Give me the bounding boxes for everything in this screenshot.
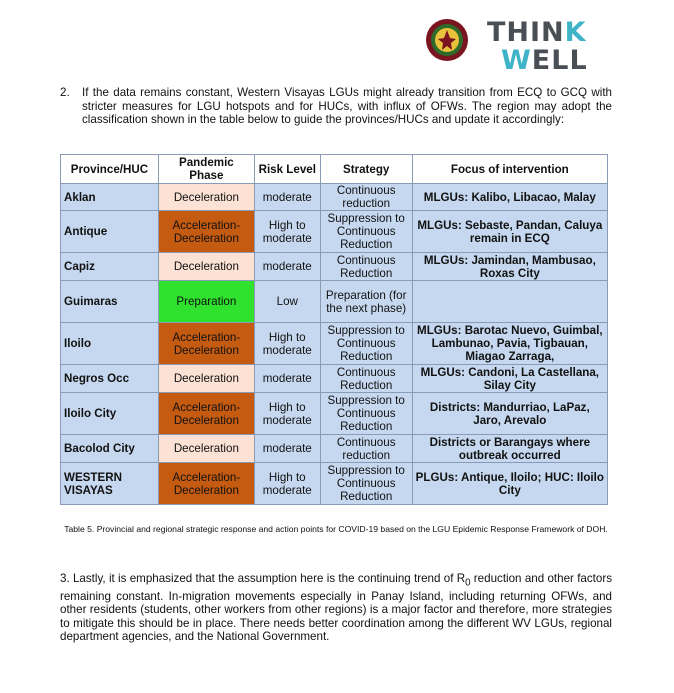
focus-cell: MLGUs: Jamindan, Mambusao, Roxas City [412,253,607,281]
table-row [61,211,608,253]
item-3-paragraph: 3. Lastly, it is emphasized that the assumption here is the continuing trend of $R_0$ reduction and other factors remaining constant. In-migration movements especially in Panay Island, including returning OFWs, and other residents (students, other workers from other regions) is a major factor and therefore, more strategies to mitigate this should be in place. There needs better coordination among the different WV LGUs, regional department agencies, and the National Government. [60,572,613,644]
table-row [61,281,608,323]
risk-cell: moderate [254,253,320,281]
province-cell: Negros Occ [61,365,159,393]
table-row [61,323,608,365]
phase-cell: Acceleration-Deceleration [158,393,254,435]
phase-cell: Deceleration [158,184,254,211]
focus-cell: MLGUs: Barotac Nuevo, Guimbal, Lambunao, Pavia, Tigbauan, Miagao Zarraga, [412,323,607,365]
item-2-paragraph [60,86,612,127]
table-row [61,184,608,211]
strategy-cell: Suppression to Continuous Reduction [320,211,412,253]
province-cell: Guimaras [61,281,159,323]
risk-cell: moderate [254,184,320,211]
table-caption: Table 5. Provincial and regional strategic response and action points for COVID-19 based on the LGU Epidemic Response Framework of DOH. [64,524,608,534]
focus-cell: Districts: Mandurriao, LaPaz, Jaro, Arevalo [412,393,607,435]
risk-cell: moderate [254,435,320,463]
province-cell: Bacolod City [61,435,159,463]
phase-cell: Deceleration [158,435,254,463]
province-cell: Antique [61,211,159,253]
strategy-cell: Preparation (for the next phase) [320,281,412,323]
column-header: Province/HUC [61,155,159,184]
item-number: 2. [60,86,70,99]
table-row [61,435,608,463]
focus-cell: Districts or Barangays where outbreak occurred [412,435,607,463]
strategy-cell: Suppression to Continuous Reduction [320,463,412,505]
focus-cell: PLGUs: Antique, Iloilo; HUC: Iloilo City [412,463,607,505]
table-row [61,365,608,393]
focus-cell [412,281,607,323]
focus-cell: MLGUs: Candoni, La Castellana, Silay City [412,365,607,393]
risk-cell: High to moderate [254,323,320,365]
item-text: If the data remains constant, Western Visayas LGUs might already transition from ECQ to GCQ with stricter measures for LGU hotspots and for HUCs, with influx of OFWs. The region may adopt the classification shown in the table below to guide the provinces/HUCs and update it accordingly: [82,86,612,126]
phase-cell: Acceleration-Deceleration [158,323,254,365]
strategy-table [60,154,608,505]
table-row [61,253,608,281]
strategy-cell: Suppression to Continuous Reduction [320,393,412,435]
province-cell: WESTERN VISAYAS [61,463,159,505]
column-header: Pandemic Phase [158,155,254,184]
column-header: Focus of intervention [412,155,607,184]
risk-cell: moderate [254,365,320,393]
table-row [61,463,608,505]
province-cell: Iloilo City [61,393,159,435]
column-header: Risk Level [254,155,320,184]
focus-cell: MLGUs: Sebaste, Pandan, Caluya remain in ECQ [412,211,607,253]
phase-cell: Preparation [158,281,254,323]
province-cell: Iloilo [61,323,159,365]
table-row [61,393,608,435]
focus-cell: MLGUs: Kalibo, Libacao, Malay [412,184,607,211]
phase-cell: Acceleration-Deceleration [158,211,254,253]
strategy-cell: Continuous Reduction [320,253,412,281]
strategy-cell: Continuous reduction [320,435,412,463]
column-header: Strategy [320,155,412,184]
table-header-row [61,155,608,184]
risk-cell: High to moderate [254,211,320,253]
province-cell: Aklan [61,184,159,211]
university-seal-icon [425,18,469,62]
thinkwell-logo: THINK WELL [487,17,588,76]
phase-cell: Acceleration-Deceleration [158,463,254,505]
strategy-cell: Continuous reduction [320,184,412,211]
risk-cell: High to moderate [254,463,320,505]
page-header [425,14,665,80]
risk-cell: Low [254,281,320,323]
risk-cell: High to moderate [254,393,320,435]
strategy-cell: Suppression to Continuous Reduction [320,323,412,365]
province-cell: Capiz [61,253,159,281]
phase-cell: Deceleration [158,253,254,281]
strategy-cell: Continuous Reduction [320,365,412,393]
r-subscript: 0 [465,577,471,589]
phase-cell: Deceleration [158,365,254,393]
